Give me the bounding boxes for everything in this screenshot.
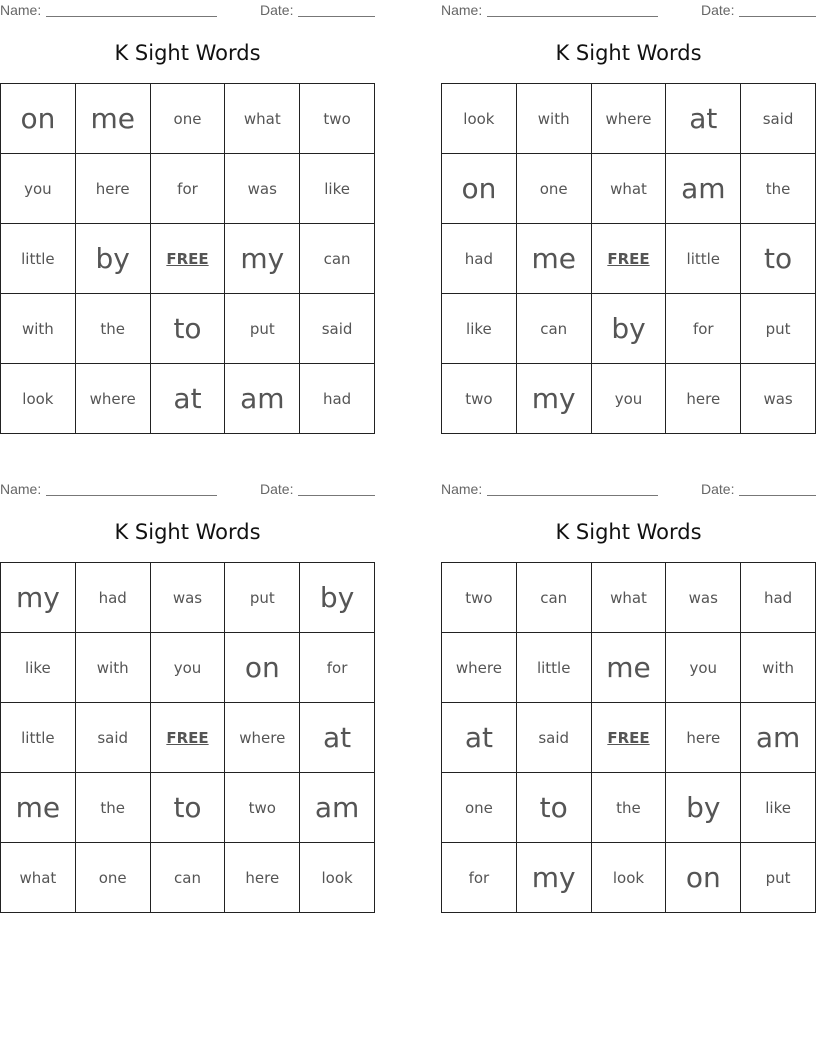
word-cell: like (300, 154, 375, 224)
name-field[interactable] (487, 16, 658, 17)
word-cell: one (517, 154, 592, 224)
word-cell: my (517, 364, 592, 434)
word-cell: by (592, 294, 667, 364)
date-label: Date: (260, 481, 294, 497)
word-cell: can (151, 843, 226, 913)
word-cell: what (592, 154, 667, 224)
word-cell: had (741, 563, 816, 633)
word-cell: little (517, 633, 592, 703)
word-cell: like (442, 294, 517, 364)
word-cell: like (1, 633, 76, 703)
word-cell: put (741, 294, 816, 364)
word-cell: one (76, 843, 151, 913)
word-cell: put (741, 843, 816, 913)
date-label: Date: (701, 481, 735, 497)
name-date-row (441, 481, 816, 497)
name-field[interactable] (46, 495, 217, 496)
card-title: K Sight Words (114, 41, 261, 65)
word-cell: to (517, 773, 592, 843)
free-space-cell: FREE (592, 224, 667, 294)
name-label: Name: (441, 481, 483, 497)
word-cell: the (592, 773, 667, 843)
word-cell: for (151, 154, 226, 224)
word-cell: am (741, 703, 816, 773)
word-cell: here (666, 703, 741, 773)
date-field[interactable] (739, 16, 816, 17)
bingo-grid (441, 83, 816, 434)
word-cell: by (666, 773, 741, 843)
word-cell: had (442, 224, 517, 294)
word-cell: said (517, 703, 592, 773)
word-cell: am (666, 154, 741, 224)
word-cell: was (151, 563, 226, 633)
name-field[interactable] (487, 495, 658, 496)
word-cell: here (225, 843, 300, 913)
word-cell: at (442, 703, 517, 773)
word-cell: here (76, 154, 151, 224)
date-label: Date: (260, 2, 294, 18)
word-cell: said (300, 294, 375, 364)
word-cell: can (300, 224, 375, 294)
word-cell: said (741, 84, 816, 154)
word-cell: two (442, 364, 517, 434)
word-cell: me (592, 633, 667, 703)
word-cell: am (225, 364, 300, 434)
word-cell: for (666, 294, 741, 364)
word-cell: with (76, 633, 151, 703)
word-cell: two (442, 563, 517, 633)
word-cell: with (517, 84, 592, 154)
word-cell: on (666, 843, 741, 913)
word-cell: to (151, 773, 226, 843)
word-cell: look (442, 84, 517, 154)
word-cell: by (300, 563, 375, 633)
name-label: Name: (0, 481, 42, 497)
word-cell: put (225, 563, 300, 633)
word-cell: me (517, 224, 592, 294)
word-cell: where (442, 633, 517, 703)
word-cell: my (517, 843, 592, 913)
word-cell: to (151, 294, 226, 364)
name-date-row (0, 481, 375, 497)
word-cell: me (1, 773, 76, 843)
word-cell: here (666, 364, 741, 434)
word-cell: by (76, 224, 151, 294)
word-cell: you (666, 633, 741, 703)
word-cell: for (442, 843, 517, 913)
word-cell: my (225, 224, 300, 294)
word-cell: can (517, 294, 592, 364)
word-cell: two (300, 84, 375, 154)
free-space-cell: FREE (151, 703, 226, 773)
word-cell: can (517, 563, 592, 633)
word-cell: what (225, 84, 300, 154)
word-cell: you (1, 154, 76, 224)
word-cell: at (300, 703, 375, 773)
word-cell: was (666, 563, 741, 633)
word-cell: on (442, 154, 517, 224)
word-cell: little (1, 224, 76, 294)
word-cell: like (741, 773, 816, 843)
word-cell: had (76, 563, 151, 633)
word-cell: for (300, 633, 375, 703)
name-label: Name: (0, 2, 42, 18)
bingo-grid (0, 562, 375, 913)
word-cell: was (225, 154, 300, 224)
word-cell: two (225, 773, 300, 843)
word-cell: am (300, 773, 375, 843)
word-cell: to (741, 224, 816, 294)
date-field[interactable] (739, 495, 816, 496)
word-cell: the (76, 294, 151, 364)
word-cell: what (592, 563, 667, 633)
word-cell: at (666, 84, 741, 154)
card-title: K Sight Words (555, 41, 702, 65)
word-cell: you (592, 364, 667, 434)
word-cell: look (592, 843, 667, 913)
word-cell: the (76, 773, 151, 843)
name-field[interactable] (46, 16, 217, 17)
date-field[interactable] (298, 16, 375, 17)
name-date-row (0, 2, 375, 18)
word-cell: put (225, 294, 300, 364)
name-label: Name: (441, 2, 483, 18)
word-cell: one (442, 773, 517, 843)
name-date-row (441, 2, 816, 18)
bingo-grid (441, 562, 816, 913)
word-cell: was (741, 364, 816, 434)
free-space-cell: FREE (151, 224, 226, 294)
word-cell: you (151, 633, 226, 703)
word-cell: at (151, 364, 226, 434)
word-cell: look (1, 364, 76, 434)
word-cell: one (151, 84, 226, 154)
word-cell: little (1, 703, 76, 773)
word-cell: little (666, 224, 741, 294)
card-title: K Sight Words (114, 520, 261, 544)
word-cell: the (741, 154, 816, 224)
word-cell: on (225, 633, 300, 703)
word-cell: with (1, 294, 76, 364)
word-cell: what (1, 843, 76, 913)
word-cell: said (76, 703, 151, 773)
word-cell: look (300, 843, 375, 913)
word-cell: with (741, 633, 816, 703)
word-cell: where (76, 364, 151, 434)
date-label: Date: (701, 2, 735, 18)
word-cell: where (592, 84, 667, 154)
word-cell: on (1, 84, 76, 154)
bingo-grid (0, 83, 375, 434)
word-cell: my (1, 563, 76, 633)
word-cell: had (300, 364, 375, 434)
free-space-cell: FREE (592, 703, 667, 773)
word-cell: me (76, 84, 151, 154)
date-field[interactable] (298, 495, 375, 496)
word-cell: where (225, 703, 300, 773)
card-title: K Sight Words (555, 520, 702, 544)
